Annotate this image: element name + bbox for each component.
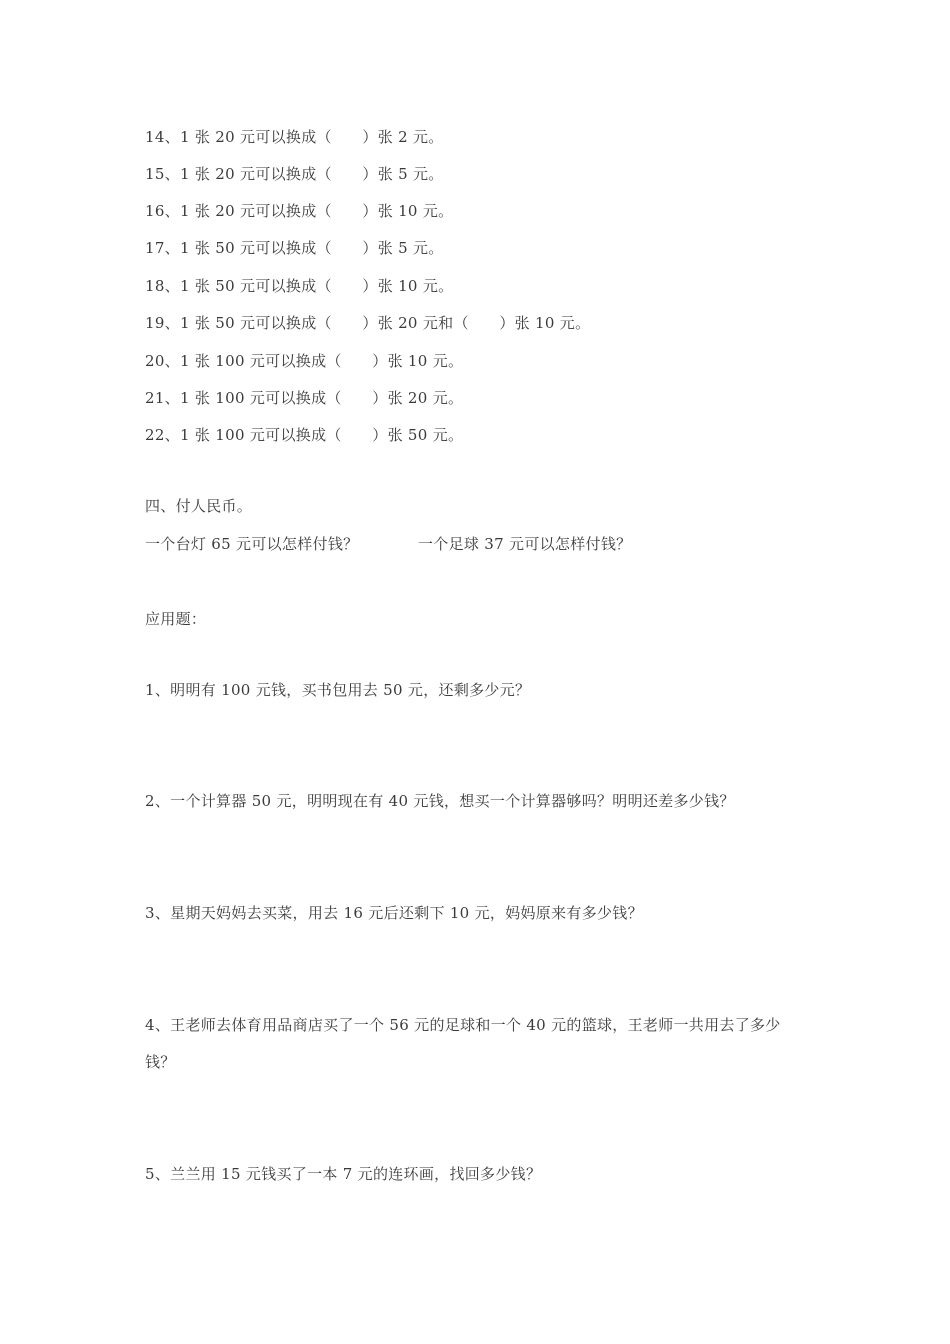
- question-17: 17、1 张 50 元可以换成（ ）张 5 元。: [145, 239, 444, 257]
- section-four-heading: 四、付人民币。: [145, 497, 253, 515]
- question-14: 14、1 张 20 元可以换成（ ）张 2 元。: [145, 128, 444, 146]
- question-22: 22、1 张 100 元可以换成（ ）张 50 元。: [145, 426, 464, 444]
- question-16: 16、1 张 20 元可以换成（ ）张 10 元。: [145, 202, 454, 220]
- applied-heading: 应用题：: [145, 610, 207, 628]
- question-18: 18、1 张 50 元可以换成（ ）张 10 元。: [145, 277, 454, 295]
- applied-problem-1: 1、明明有 100 元钱，买书包用去 50 元，还剩多少元？: [145, 681, 531, 699]
- section-four-question-football: 一个足球 37 元可以怎样付钱？: [418, 535, 632, 553]
- applied-problem-4-continued: 钱？: [145, 1053, 176, 1071]
- applied-problem-4: 4、王老师去体育用品商店买了一个 56 元的足球和一个 40 元的篮球，王老师一共用去了多少: [145, 1016, 781, 1034]
- question-20: 20、1 张 100 元可以换成（ ）张 10 元。: [145, 352, 464, 370]
- section-four-question-lamp: 一个台灯 65 元可以怎样付钱？: [145, 535, 359, 553]
- applied-problem-5: 5、兰兰用 15 元钱买了一本 7 元的连环画，找回多少钱？: [145, 1165, 542, 1183]
- question-15: 15、1 张 20 元可以换成（ ）张 5 元。: [145, 165, 444, 183]
- question-21: 21、1 张 100 元可以换成（ ）张 20 元。: [145, 389, 464, 407]
- question-19: 19、1 张 50 元可以换成（ ）张 20 元和（ ）张 10 元。: [145, 314, 591, 332]
- applied-problem-3: 3、星期天妈妈去买菜，用去 16 元后还剩下 10 元，妈妈原来有多少钱？: [145, 904, 643, 922]
- applied-problem-2: 2、一个计算器 50 元，明明现在有 40 元钱，想买一个计算器够吗？明明还差多少钱？: [145, 792, 735, 810]
